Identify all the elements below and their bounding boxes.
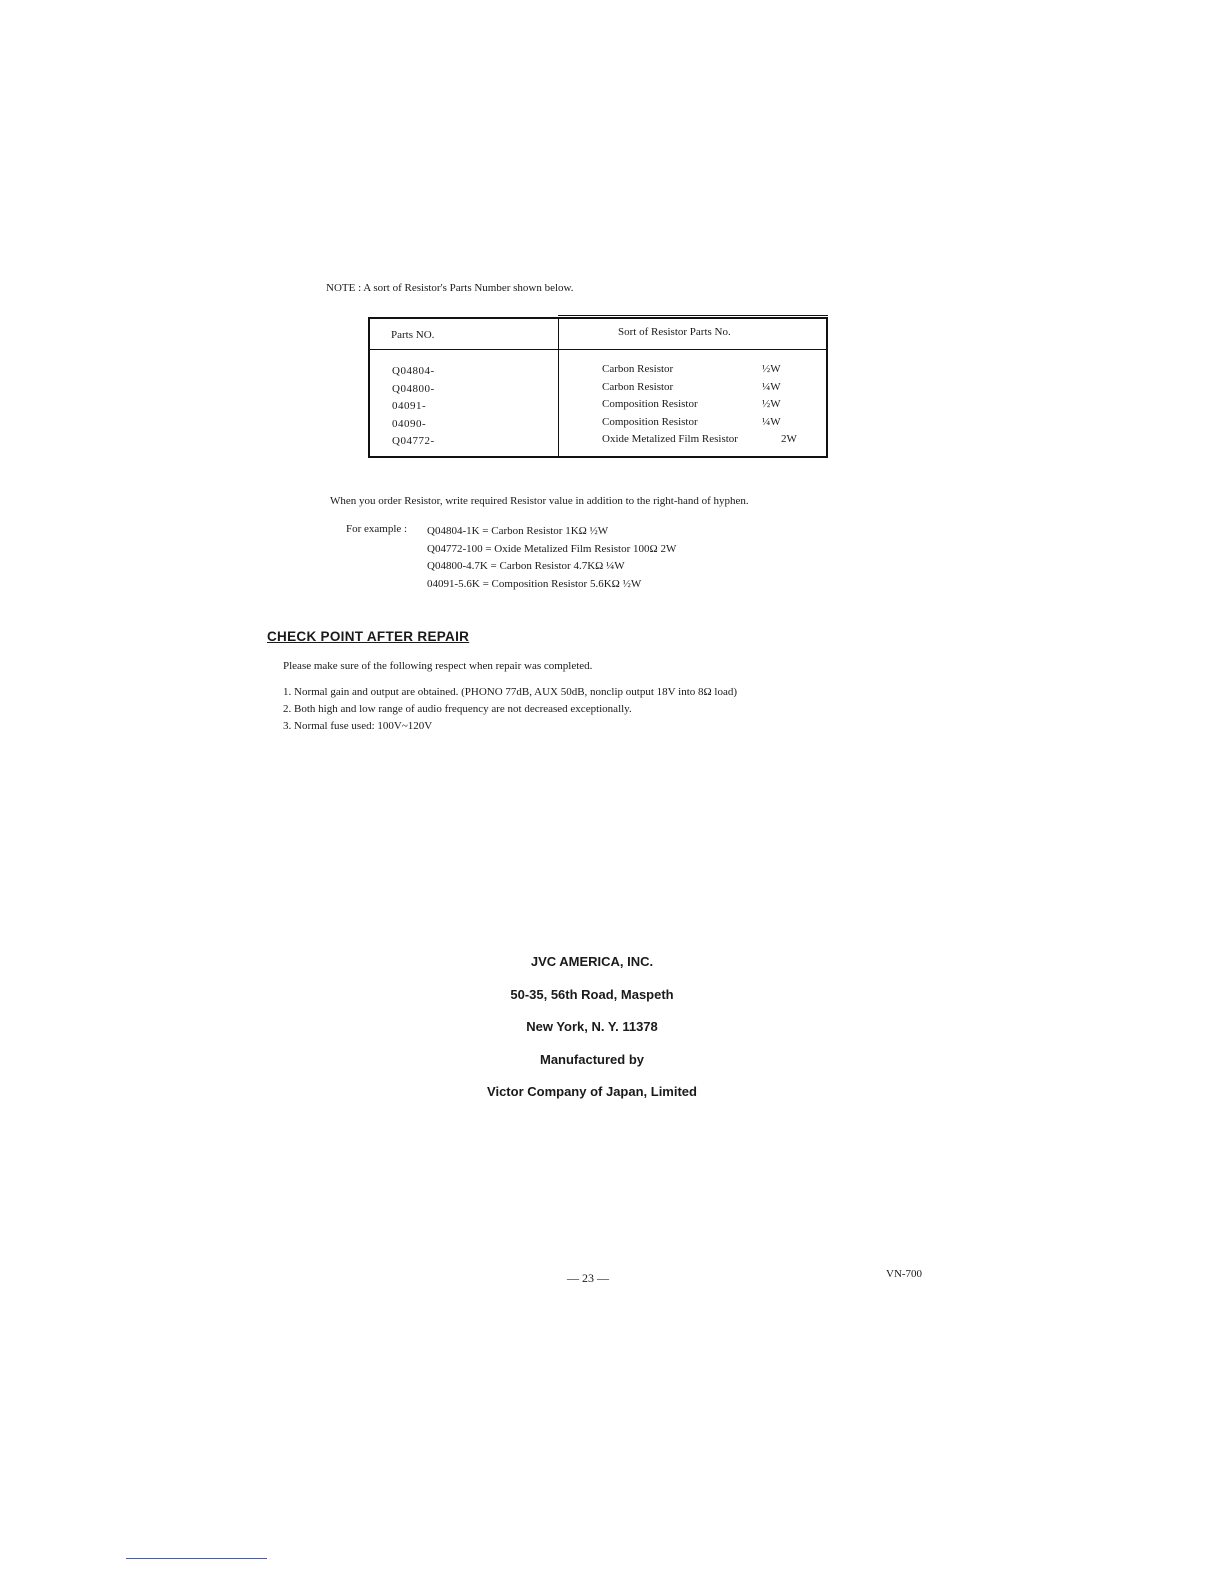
- part-number: Q04800-: [392, 382, 435, 395]
- table-top-rule: [558, 315, 828, 316]
- note-text: NOTE : A sort of Resistor's Parts Number shown below.: [326, 282, 574, 294]
- table-column-divider: [558, 319, 559, 456]
- example-line: Q04772-100 = Oxide Metalized Film Resistor 100Ω 2W: [427, 542, 677, 555]
- wattage: ¼W: [762, 380, 781, 393]
- example-label: For example :: [346, 523, 408, 535]
- wattage: 2W: [781, 433, 797, 445]
- company-address-block: [392, 953, 792, 1116]
- check-list: [283, 684, 737, 735]
- check-item: 3. Normal fuse used: 100V~120V: [283, 720, 433, 732]
- check-item: 2. Both high and low range of audio frequency are not decreased exceptionally.: [283, 703, 632, 715]
- page-number: — 23 —: [567, 1271, 609, 1285]
- part-number: 04091-: [392, 400, 427, 412]
- bottom-rule: [126, 1558, 267, 1559]
- part-number: Q04772-: [392, 435, 435, 447]
- resistor-sort: Carbon Resistor: [602, 363, 674, 375]
- part-number: 04090-: [392, 417, 427, 430]
- check-point-heading: CHECK POINT AFTER REPAIR: [267, 629, 470, 644]
- wattage-list: [762, 361, 797, 449]
- resistor-parts-table: [368, 317, 828, 458]
- street-address: 50-35, 56th Road, Maspeth: [510, 986, 674, 1002]
- wattage: ½W: [762, 398, 781, 410]
- check-intro: Please make sure of the following respect when repair was completed.: [283, 660, 593, 672]
- part-number: Q04804-: [392, 365, 435, 377]
- company-name: JVC AMERICA, INC.: [530, 954, 654, 969]
- example-line: 04091-5.6K = Composition Resistor 5.6KΩ ½W: [427, 577, 642, 590]
- example-line: Q04800-4.7K = Carbon Resistor 4.7KΩ ¼W: [427, 560, 625, 572]
- manufacturer-name: Victor Company of Japan, Limited: [487, 1084, 697, 1099]
- model-number: VN-700: [886, 1268, 923, 1280]
- resistor-sort: Composition Resistor: [602, 415, 698, 428]
- example-line: Q04804-1K = Carbon Resistor 1KΩ ½W: [427, 525, 609, 537]
- wattage: ½W: [762, 363, 781, 375]
- city-address: New York, N. Y. 11378: [526, 1019, 658, 1034]
- header-parts-no: Parts NO.: [391, 329, 435, 341]
- resistor-sort: Oxide Metalized Film Resistor: [602, 433, 738, 445]
- header-sort: Sort of Resistor Parts No.: [618, 326, 731, 338]
- part-number-list: [392, 363, 435, 451]
- resistor-sort-list: [602, 361, 738, 449]
- check-item: 1. Normal gain and output are obtained. (PHONO 77dB, AUX 50dB, nonclip output 18V into 8Ω load): [283, 686, 738, 698]
- resistor-sort: Composition Resistor: [602, 398, 698, 410]
- table-header-divider: [370, 349, 826, 350]
- example-list: [427, 523, 676, 593]
- manufactured-by: Manufactured by: [539, 1051, 644, 1067]
- order-instruction: When you order Resistor, write required Resistor value in addition to the right-hand of hyphen.: [330, 495, 749, 507]
- wattage: ¼W: [762, 415, 781, 428]
- resistor-sort: Carbon Resistor: [602, 380, 674, 393]
